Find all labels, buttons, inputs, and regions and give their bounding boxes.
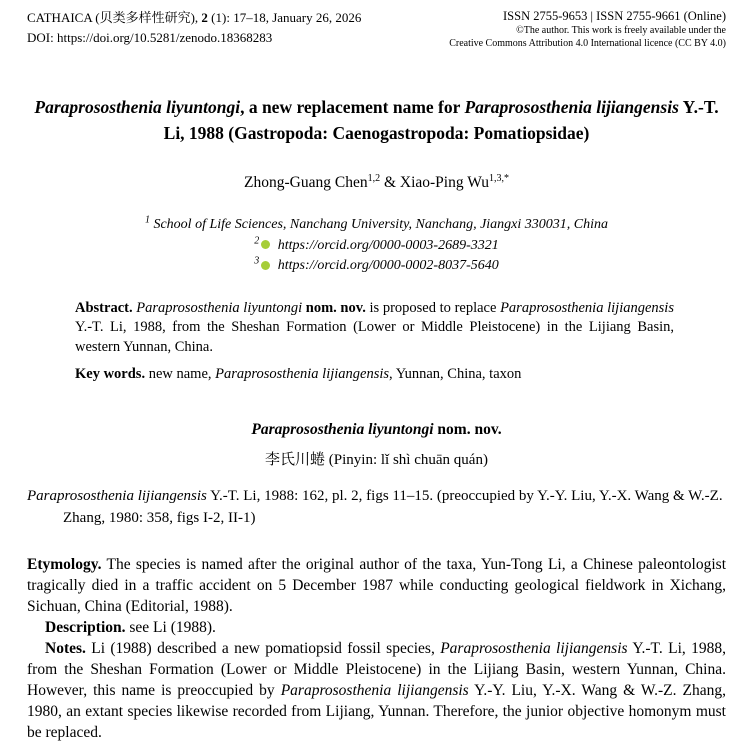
keywords-text-2: , Yunnan, China, taxon bbox=[389, 366, 522, 382]
affiliation-1-sup: 1 bbox=[144, 214, 150, 226]
orcid-url-1: https://orcid.org/0000-0003-2689-3321 bbox=[274, 237, 499, 253]
orcid-icon bbox=[261, 240, 270, 249]
title-taxon-2: Paraprososthenia lijiangensis bbox=[464, 97, 679, 117]
affiliation-1-text: School of Life Sciences, Nanchang University, Nanchang, Jiangxi 330031, China bbox=[149, 217, 609, 232]
abstract-paragraph bbox=[75, 299, 674, 358]
affiliation-3-sup: 3 bbox=[254, 255, 260, 267]
taxon-heading-nom-nov: nom. nov. bbox=[433, 420, 502, 438]
abstract-taxon-1: Paraprososthenia liyuntongi bbox=[132, 299, 303, 316]
affiliation-2-orcid bbox=[27, 236, 726, 257]
etymology-text: The species is named after the original author of the taxa, Yun-Tong Li, a Chinese paleontologist tragically died in a traffic accident on 5 December 1987 while conducting geological fieldwork in Xichang, Sichuan, China (Editorial, 1988). bbox=[27, 555, 726, 615]
abstract-nom-nov: nom. nov. bbox=[302, 299, 370, 316]
taxon-heading-name: Paraprososthenia liyuntongi bbox=[251, 420, 434, 438]
notes-taxon-2: Paraprososthenia lijiangensis bbox=[280, 681, 469, 699]
taxon-heading bbox=[27, 419, 726, 440]
journal-citation-rest: (1): 17–18, January 26, 2026 bbox=[207, 10, 362, 25]
affiliation-2-sup: 2 bbox=[254, 234, 260, 246]
notes-paragraph bbox=[27, 638, 726, 743]
journal-citation-line bbox=[27, 8, 361, 28]
synonymy-rest: Y.-T. Li, 1988: 162, pl. 2, figs 11–15. (preoccupied by Y.-Y. Liu, Y.-X. Wang & W.-Z. Zhang, 1980: 358, figs I-2, II-1) bbox=[63, 487, 723, 526]
author-1-affiliation-sup: 1,2 bbox=[367, 172, 381, 184]
doi-line: DOI: https://doi.org/10.5281/zenodo.18368283 bbox=[27, 30, 273, 45]
keywords-line bbox=[75, 365, 674, 385]
journal-info bbox=[27, 8, 361, 48]
description-label: Description. bbox=[45, 618, 126, 636]
description-text: see Li (1988). bbox=[125, 618, 216, 636]
title-mid-text: , a new replacement name for bbox=[240, 97, 465, 117]
author-1-name: Zhong-Guang Chen bbox=[244, 174, 368, 191]
copyright-line-1: ©The author. This work is freely available under the bbox=[516, 25, 726, 36]
notes-text-1: Li (1988) described a new pomatiopsid fossil species, bbox=[85, 639, 441, 657]
abstract-taxon-2: Paraprososthenia lijiangensis bbox=[500, 299, 674, 316]
notes-text-3: Y.-Y. Liu, Y.-X. Wang & W.-Z. Zhang, 1980, an extant species likewise recorded from Lijiang, Yunnan. Therefore, the junior objective homonym must be replaced. bbox=[27, 681, 726, 741]
issn-copyright-block bbox=[449, 8, 726, 50]
orcid-icon bbox=[261, 261, 270, 270]
keywords-taxon: Paraprososthenia lijiangensis bbox=[215, 366, 390, 382]
synonymy-taxon: Paraprososthenia lijiangensis bbox=[27, 487, 207, 504]
synonymy-paragraph bbox=[27, 485, 726, 529]
description-paragraph bbox=[27, 617, 726, 638]
etymology-label: Etymology. bbox=[27, 555, 102, 573]
affiliations-block bbox=[27, 215, 726, 277]
abstract-label: Abstract. bbox=[75, 299, 133, 316]
keywords-text-1: new name, bbox=[145, 366, 216, 382]
abstract-text-2: Y.-T. Li, 1988, from the Sheshan Formation (Lower or Middle Pleistocene) in the Lijiang Basin, western Yunnan, China. bbox=[75, 319, 674, 355]
title-rest-text: Y.-T. Li, 1988 (Gastropoda: Caenogastropoda: Pomatiopsidae) bbox=[163, 97, 719, 143]
abstract-text-1: is proposed to replace bbox=[369, 299, 501, 316]
orcid-url-2: https://orcid.org/0000-0002-8037-5640 bbox=[274, 258, 499, 273]
notes-taxon-1: Paraprososthenia lijiangensis bbox=[440, 639, 628, 657]
copyright-line-2: Creative Commons Attribution 4.0 International licence (CC BY 4.0) bbox=[449, 37, 726, 49]
author-2-affiliation-sup: 1,3,* bbox=[488, 172, 509, 184]
article-title bbox=[27, 94, 726, 146]
authors-line bbox=[27, 172, 726, 193]
notes-label: Notes. bbox=[45, 639, 86, 657]
journal-name: CATHAICA (贝类多样性研究), bbox=[27, 10, 202, 25]
chinese-name-line: 李氏川蜷 (Pinyin: lǐ shì chuān quán) bbox=[265, 451, 488, 468]
journal-volume: 2 bbox=[201, 10, 208, 25]
affiliation-1 bbox=[27, 215, 726, 236]
affiliation-3-orcid bbox=[27, 256, 726, 277]
notes-text-2: Y.-T. Li, 1988, from the Sheshan Formation (Lower or Middle Pleistocene) in the Lijiang Basin, western Yunnan, China. However, this name is preoccupied by bbox=[27, 639, 726, 699]
keywords-label: Key words. bbox=[75, 366, 146, 382]
etymology-paragraph bbox=[27, 554, 726, 617]
issn-line: ISSN 2755-9653 | ISSN 2755-9661 (Online) bbox=[503, 9, 726, 23]
title-taxon-1: Paraprososthenia liyuntongi bbox=[34, 97, 241, 117]
authors-separator: & bbox=[380, 174, 400, 191]
journal-header bbox=[27, 8, 726, 50]
author-2-name: Xiao-Ping Wu bbox=[399, 174, 489, 191]
